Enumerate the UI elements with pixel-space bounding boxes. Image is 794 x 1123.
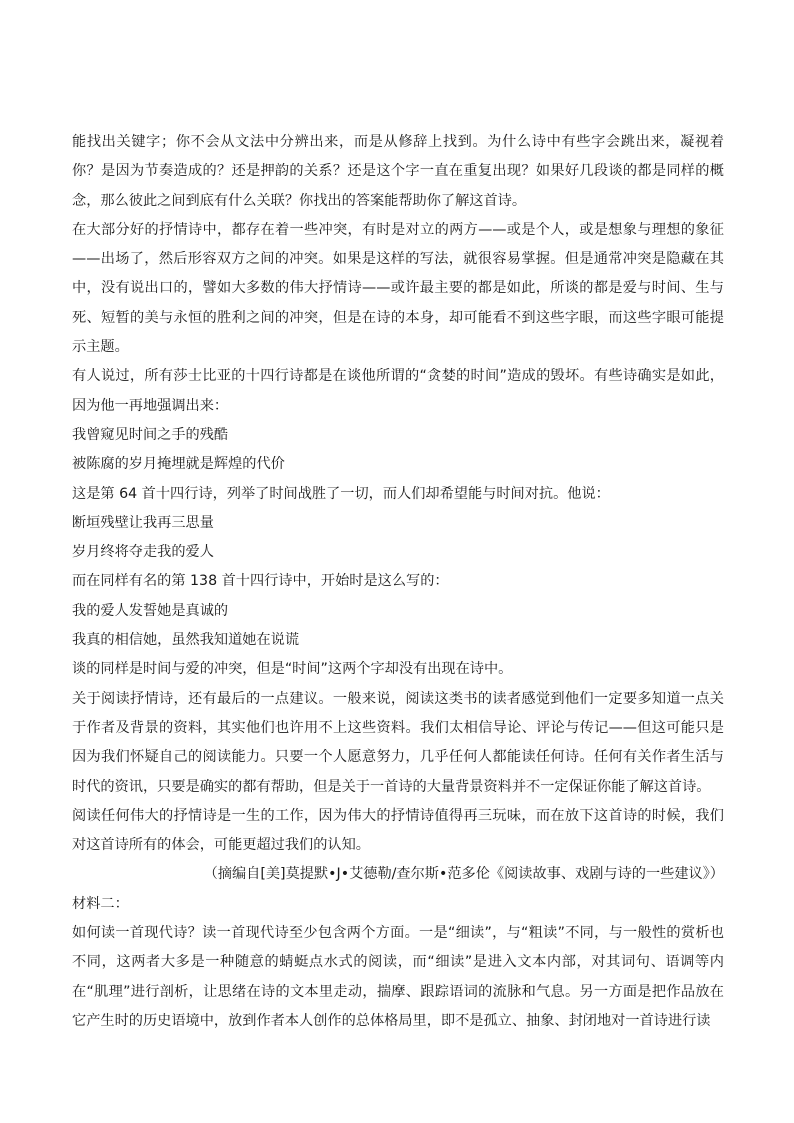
paragraph-advice: 关于阅读抒情诗，还有最后的一点建议。一般来说，阅读这类书的读者感觉到他们一定要多知道一点关于作者及背景的资料，其实他们也许用不上这些资料。我们太相信导论、评论与传记——但这可能只是因为我们怀疑自己的阅读能力。只要一个人愿意努力，几乎任何人都能读任何诗。任何有关作者生活与时代的资讯，只要是确实的都有帮助，但是关于一首诗的大量背景资料并不一定保证你能了解这首诗。 [72,690,724,795]
document-body [72,128,724,1036]
source-citation: （摘编自[美]莫提默•J•艾德勒/查尔斯•范多伦《阅读故事、戏剧与诗的一些建议》） [203,866,724,883]
poem-line-4: 岁月终将夺走我的爱人 [72,544,214,561]
poem-line-3: 断垣残壁让我再三思量 [72,514,214,531]
paragraph-shakespeare: 有人说过，所有莎士比亚的十四行诗都是在谈他所谓的“贪婪的时间”造成的毁坏。有些诗确实是如此，因为他一再地强调出来： [72,368,724,414]
paragraph-material-2: 如何读一首现代诗？读一首现代诗至少包含两个方面。一是“细读”，与“粗读”不同，与一般性的赏析也不同，这两者大多是一种随意的蜻蜓点水式的阅读，而“细读”是进入文本内部，对其词句、语调等内在“肌理”进行剖析，让思绪在诗的文本里走动，揣摩、跟踪语词的流脉和气息。另一方面是把作品放在它产生时的历史语境中，放到作者本人创作的总体格局里，即不是孤立、抽象、封闭地对一首诗进行读 [72,925,724,1029]
paragraph-keywords: 能找出关键字；你不会从文法中分辨出来，而是从修辞上找到。为什么诗中有些字会跳出来，凝视着你？是因为节奏造成的？还是押韵的关系？还是这个字一直在重复出现？如果好几段谈的都是同样的概念，那么彼此之间到底有什么关联？你找出的答案能帮助你了解这首诗。 [72,134,724,209]
poem-line-1: 我曾窥见时间之手的残酷 [72,426,229,443]
paragraph-lifetime: 阅读任何伟大的抒情诗是一生的工作，因为伟大的抒情诗值得再三玩味，而在放下这首诗的时候，我们对这首诗所有的体会，可能更超过我们的认知。 [72,807,724,854]
poem-line-2: 被陈腐的岁月掩埋就是辉煌的代价 [72,456,285,473]
poem-line-5: 我的爱人发誓她是真诚的 [72,602,229,619]
paragraph-conflict: 在大部分好的抒情诗中，都存在着一些冲突，有时是对立的两方——或是个人，或是想象与理想的象征——出场了，然后形容双方之间的冲突。如果是这样的写法，就很容易掌握。但是通常冲突是隐藏在其中，没有说出口的，譬如大多数的伟大抒情诗——或许最主要的都是如此，所谈的都是爱与时间、生与死、短暂的美与永恒的胜利之间的冲突，但是在诗的本身，却可能看不到这些字眼，而这些字眼可能提示主题。 [72,221,724,356]
paragraph-after-poem: 谈的同样是时间与爱的冲突，但是“时间”这两个字却没有出现在诗中。 [72,661,513,678]
material-2-heading: 材料二： [72,895,129,912]
poem-line-6: 我真的相信她，虽然我知道她在说谎 [72,632,300,649]
sonnet-138-intro: 而在同样有名的第 138 首十四行诗中，开始时是这么写的： [72,573,449,590]
sonnet-64-intro: 这是第 64 首十四行诗，列举了时间战胜了一切，而人们却希望能与时间对抗。他说： [72,485,610,502]
